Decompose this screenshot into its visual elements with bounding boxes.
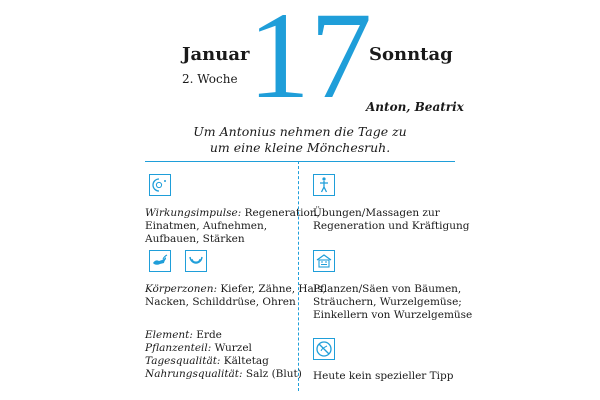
impulses-label: Wirkungsimpulse: <box>145 207 242 219</box>
garden-text: Pflanzen/Säen von Bäumen, <box>313 283 462 295</box>
element-value: Erde <box>192 329 222 341</box>
moon-phase-icon <box>149 174 171 196</box>
day-quality-value: Kältetag <box>220 355 269 367</box>
no-tip-icon <box>313 338 335 360</box>
jaw-icon <box>185 250 207 272</box>
exercise-text: Übungen/Massagen zur <box>313 207 440 219</box>
plant-part-label: Pflanzenteil: <box>145 342 212 354</box>
food-quality-label: Nahrungsqualität: <box>145 368 243 380</box>
plant-part-value: Wurzel <box>211 342 252 354</box>
body-zones-label: Körperzonen: <box>145 283 217 295</box>
week-label: 2. Woche <box>182 72 238 86</box>
food-quality-value: Salz (Blut) <box>242 368 302 380</box>
divider-horizontal <box>145 161 455 162</box>
human-figure-icon <box>313 174 335 196</box>
element-label: Element: <box>145 329 193 341</box>
impulses-block <box>145 207 320 246</box>
body-zones-block <box>145 283 326 309</box>
garden-text: Einkellern von Wurzelgemüse <box>313 309 473 321</box>
proverb-line: Um Antonius nehmen die Tage zu <box>193 124 407 139</box>
body-zones-value: Nacken, Schilddrüse, Ohren <box>145 296 296 308</box>
day-quality-label: Tagesqualität: <box>145 355 221 367</box>
month: Januar <box>182 44 250 65</box>
impulses-value: Regeneration, <box>241 207 320 219</box>
impulses-value: Einatmen, Aufnehmen, <box>145 220 268 232</box>
garden-block <box>313 283 472 322</box>
impulses-value: Aufbauen, Stärken <box>145 233 245 245</box>
qualities-block <box>145 329 302 381</box>
day-number: 17 <box>248 0 372 124</box>
garden-text: Sträuchern, Wurzelgemüse; <box>313 296 462 308</box>
exercise-text: Regeneration und Kräftigung <box>313 220 470 232</box>
weekday: Sonntag <box>369 44 453 65</box>
name-day: Anton, Beatrix <box>366 100 464 114</box>
exercise-block <box>313 207 469 233</box>
proverb <box>150 124 450 156</box>
proverb-line: um eine kleine Mönchesruh. <box>209 140 391 155</box>
capricorn-icon <box>149 250 171 272</box>
garden-icon <box>313 250 335 272</box>
body-zones-value: Kiefer, Zähne, Hals, <box>217 283 326 295</box>
tip-text: Heute kein spezieller Tipp <box>313 370 454 382</box>
